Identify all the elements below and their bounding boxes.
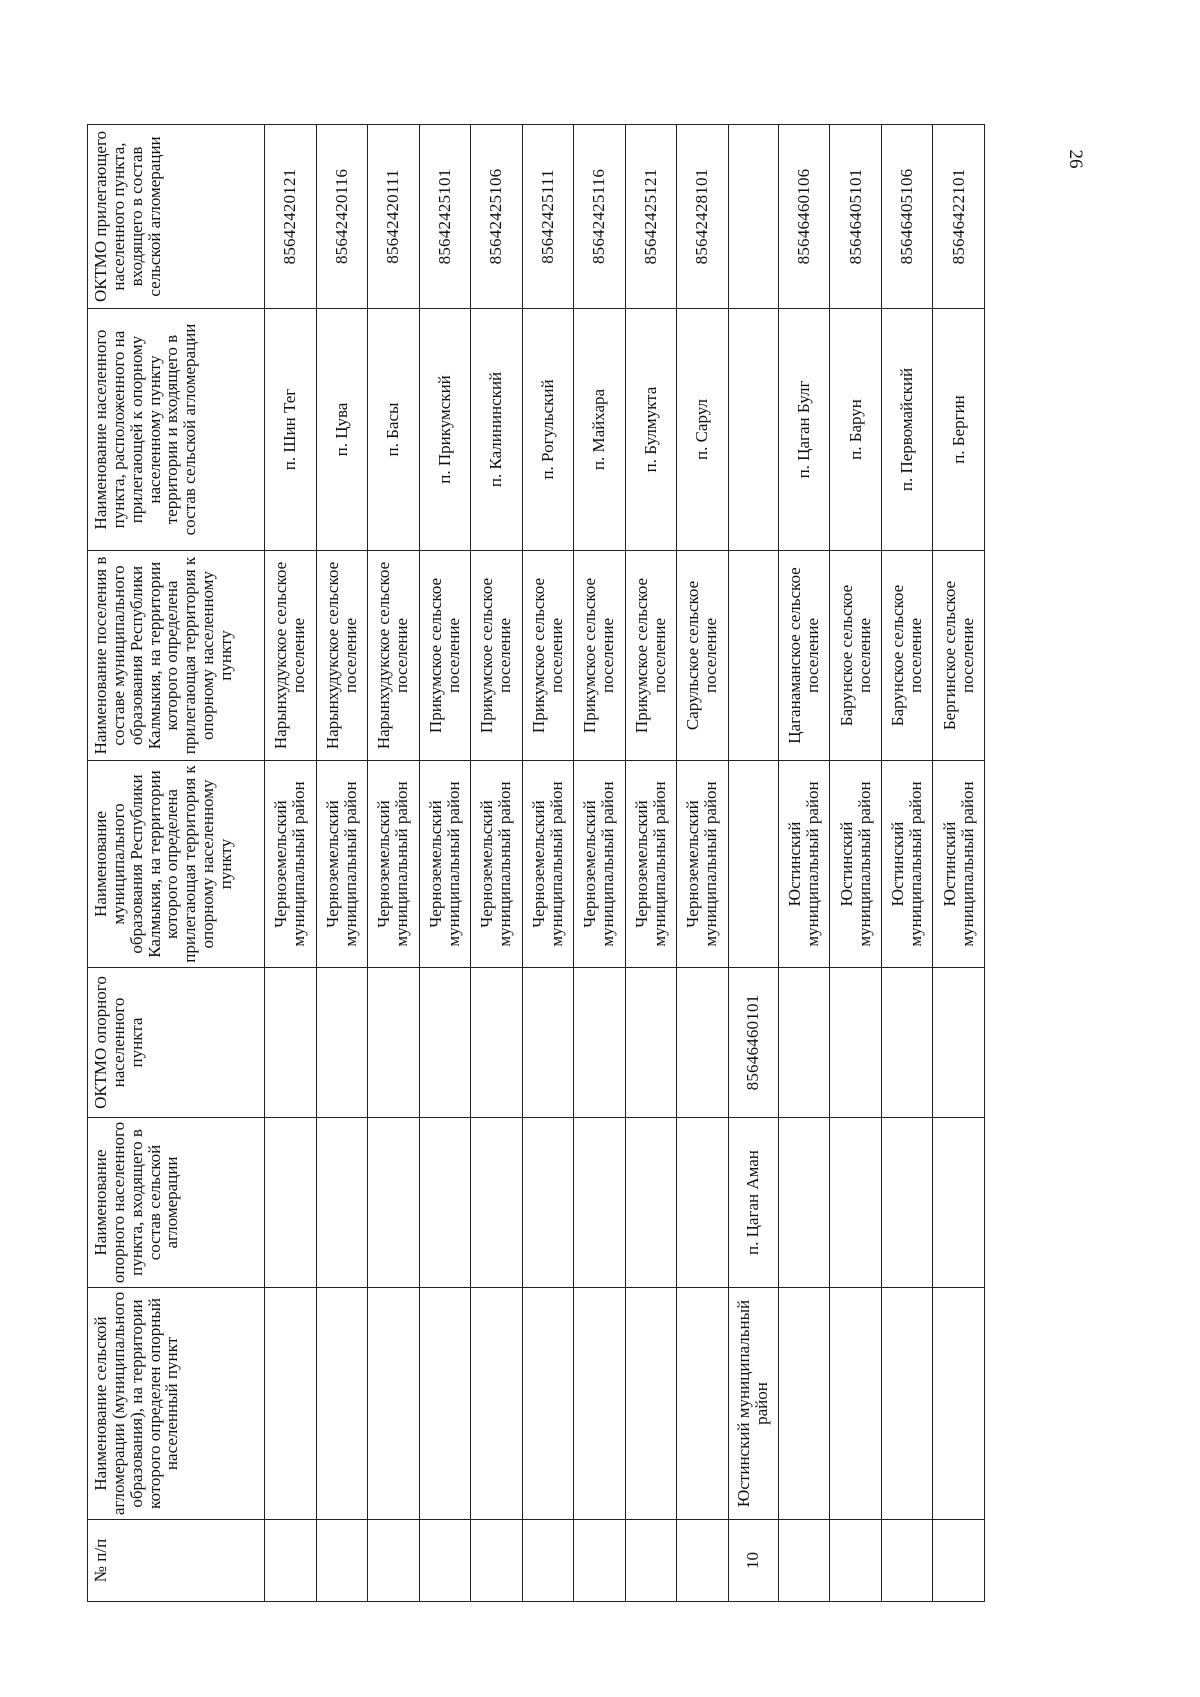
cell-municipality: Юстинский муниципальный район: [830, 761, 882, 968]
cell-adjacent-settlement: [728, 309, 778, 551]
cell-adjacent-oktmo: 85642425116: [574, 125, 626, 309]
cell-adjacent-oktmo: 85646422101: [933, 125, 985, 309]
cell-support-settlement: [933, 1118, 985, 1288]
cell-agglomeration: [830, 1288, 882, 1520]
cell-adjacent-settlement: п. Шин Тег: [265, 309, 317, 551]
cell-support-settlement: [625, 1118, 677, 1288]
cell-support-settlement: [881, 1118, 933, 1288]
cell-municipality: Юстинский муниципальный район: [881, 761, 933, 968]
cell-support-oktmo: [574, 968, 626, 1118]
cell-support-settlement: [830, 1118, 882, 1288]
cell-number: [265, 1520, 317, 1602]
cell-adjacent-settlement: п. Сарул: [677, 309, 729, 551]
cell-municipality: Черноземельский муниципальный район: [419, 761, 471, 968]
cell-adjacent-settlement: п. Басы: [368, 309, 420, 551]
cell-number: [368, 1520, 420, 1602]
cell-adjacent-settlement: п. Булмукта: [625, 309, 677, 551]
cell-number: [316, 1520, 368, 1602]
header-agglomeration: Наименование сельской агломерации (муниципального образования), на территории которого определен опорный населенный пункт: [88, 1288, 265, 1520]
table-row: [881, 125, 933, 1602]
cell-support-oktmo: [265, 968, 317, 1118]
cell-municipality: Черноземельский муниципальный район: [522, 761, 574, 968]
cell-support-oktmo: 85646460101: [728, 968, 778, 1118]
cell-agglomeration: [471, 1288, 523, 1520]
cell-adjacent-oktmo: 85646405106: [881, 125, 933, 309]
cell-settlement: Бергинское сельское поселение: [933, 551, 985, 761]
cell-support-oktmo: [522, 968, 574, 1118]
cell-settlement: Цаганаманское сельское поселение: [778, 551, 830, 761]
cell-agglomeration: [419, 1288, 471, 1520]
cell-number: [625, 1520, 677, 1602]
cell-agglomeration: [574, 1288, 626, 1520]
cell-support-oktmo: [625, 968, 677, 1118]
cell-settlement: Нарынхудукское сельское поселение: [265, 551, 317, 761]
cell-support-settlement: [316, 1118, 368, 1288]
cell-adjacent-settlement: п. Бергин: [933, 309, 985, 551]
cell-adjacent-oktmo: 85642425106: [471, 125, 523, 309]
cell-support-settlement: [368, 1118, 420, 1288]
table-row: [368, 125, 420, 1602]
cell-support-oktmo: [830, 968, 882, 1118]
cell-agglomeration: Юстинский муниципальный район: [728, 1288, 778, 1520]
cell-adjacent-oktmo: 85646460106: [778, 125, 830, 309]
cell-settlement: Прикумское сельское поселение: [574, 551, 626, 761]
cell-support-oktmo: [933, 968, 985, 1118]
table-row: [574, 125, 626, 1602]
table-row: [522, 125, 574, 1602]
cell-settlement: Прикумское сельское поселение: [522, 551, 574, 761]
cell-agglomeration: [265, 1288, 317, 1520]
header-adjacent-settlement: Наименование населенного пункта, расположенного на прилегающей к опорному населенному пункту территории и входящего в состав сельской агломерации: [88, 309, 265, 551]
cell-settlement: Нарынхудукское сельское поселение: [316, 551, 368, 761]
cell-number: [778, 1520, 830, 1602]
header-support-oktmo: ОКТМО опорного населенного пункта: [88, 968, 265, 1118]
cell-adjacent-settlement: п. Цува: [316, 309, 368, 551]
cell-adjacent-oktmo: 85642428101: [677, 125, 729, 309]
cell-support-settlement: [265, 1118, 317, 1288]
cell-adjacent-oktmo: [728, 125, 778, 309]
cell-municipality: Черноземельский муниципальный район: [574, 761, 626, 968]
cell-support-oktmo: [778, 968, 830, 1118]
cell-support-oktmo: [368, 968, 420, 1118]
cell-support-oktmo: [419, 968, 471, 1118]
cell-adjacent-oktmo: 85642425101: [419, 125, 471, 309]
cell-support-oktmo: [677, 968, 729, 1118]
table-row: [625, 125, 677, 1602]
cell-number: 10: [728, 1520, 778, 1602]
cell-municipality: Черноземельский муниципальный район: [316, 761, 368, 968]
cell-adjacent-settlement: п. Калининский: [471, 309, 523, 551]
cell-support-settlement: [574, 1118, 626, 1288]
cell-support-settlement: [471, 1118, 523, 1288]
header-adjacent-oktmo: ОКТМО прилегающего населенного пункта, входящего в состав сельской агломерации: [88, 125, 265, 309]
table-row: [830, 125, 882, 1602]
cell-support-oktmo: [316, 968, 368, 1118]
cell-support-oktmo: [881, 968, 933, 1118]
cell-support-settlement: [778, 1118, 830, 1288]
cell-number: [522, 1520, 574, 1602]
cell-adjacent-settlement: п. Майхара: [574, 309, 626, 551]
cell-settlement: Сарульское сельское поселение: [677, 551, 729, 761]
table-row: [933, 125, 985, 1602]
cell-number: [830, 1520, 882, 1602]
cell-settlement: Барунское сельское поселение: [881, 551, 933, 761]
cell-adjacent-settlement: п. Прикумский: [419, 309, 471, 551]
page-number: 26: [1065, 149, 1086, 169]
cell-agglomeration: [316, 1288, 368, 1520]
header-municipality: Наименование муниципального образования Республики Калмыкия, на территории которого определена прилегающая территория к опорному населенному пункту: [88, 761, 265, 968]
cell-municipality: Черноземельский муниципальный район: [471, 761, 523, 968]
cell-support-settlement: [419, 1118, 471, 1288]
cell-municipality: Черноземельский муниципальный район: [677, 761, 729, 968]
table-row: [778, 125, 830, 1602]
cell-support-settlement: [522, 1118, 574, 1288]
header-settlement: Наименование поселения в составе муниципального образования Республики Калмыкия, на территории которого определена прилегающая территория к опорному населенному пункту: [88, 551, 265, 761]
cell-support-settlement: [677, 1118, 729, 1288]
cell-settlement: Барунское сельское поселение: [830, 551, 882, 761]
agglomeration-table: [87, 124, 985, 1602]
cell-municipality: Черноземельский муниципальный район: [368, 761, 420, 968]
cell-number: [677, 1520, 729, 1602]
cell-municipality: Черноземельский муниципальный район: [625, 761, 677, 968]
cell-agglomeration: [677, 1288, 729, 1520]
cell-adjacent-settlement: п. Первомайский: [881, 309, 933, 551]
cell-agglomeration: [625, 1288, 677, 1520]
cell-municipality: Юстинский муниципальный район: [933, 761, 985, 968]
cell-adjacent-settlement: п. Цаган Булг: [778, 309, 830, 551]
table-row: [677, 125, 729, 1602]
table-header: [88, 125, 265, 1602]
cell-adjacent-settlement: п. Рогульский: [522, 309, 574, 551]
table-row: [471, 125, 523, 1602]
header-support-settlement: Наименование опорного населенного пункта, входящего в состав сельской агломерации: [88, 1118, 265, 1288]
table-row: [419, 125, 471, 1602]
cell-number: [881, 1520, 933, 1602]
cell-municipality: Юстинский муниципальный район: [778, 761, 830, 968]
cell-adjacent-oktmo: 85642420111: [368, 125, 420, 309]
cell-number: [574, 1520, 626, 1602]
cell-adjacent-oktmo: 85642420116: [316, 125, 368, 309]
cell-support-oktmo: [471, 968, 523, 1118]
cell-agglomeration: [522, 1288, 574, 1520]
cell-settlement: [728, 551, 778, 761]
table-body: [265, 125, 985, 1602]
cell-adjacent-oktmo: 85642425121: [625, 125, 677, 309]
table-row: [265, 125, 317, 1602]
cell-number: [933, 1520, 985, 1602]
cell-adjacent-oktmo: 85646405101: [830, 125, 882, 309]
cell-settlement: Прикумское сельское поселение: [625, 551, 677, 761]
cell-number: [471, 1520, 523, 1602]
table-rotated-wrapper: [87, 125, 985, 1602]
cell-support-settlement: п. Цаган Аман: [728, 1118, 778, 1288]
header-number: № п/п: [88, 1520, 265, 1602]
table-row: [316, 125, 368, 1602]
cell-adjacent-settlement: п. Барун: [830, 309, 882, 551]
cell-agglomeration: [368, 1288, 420, 1520]
cell-agglomeration: [933, 1288, 985, 1520]
cell-number: [419, 1520, 471, 1602]
cell-settlement: Прикумское сельское поселение: [471, 551, 523, 761]
cell-agglomeration: [778, 1288, 830, 1520]
table-row: [728, 125, 778, 1602]
cell-municipality: Черноземельский муниципальный район: [265, 761, 317, 968]
cell-adjacent-oktmo: 85642425111: [522, 125, 574, 309]
cell-agglomeration: [881, 1288, 933, 1520]
cell-municipality: [728, 761, 778, 968]
cell-adjacent-oktmo: 85642420121: [265, 125, 317, 309]
cell-settlement: Нарынхудукское сельское поселение: [368, 551, 420, 761]
cell-settlement: Прикумское сельское поселение: [419, 551, 471, 761]
